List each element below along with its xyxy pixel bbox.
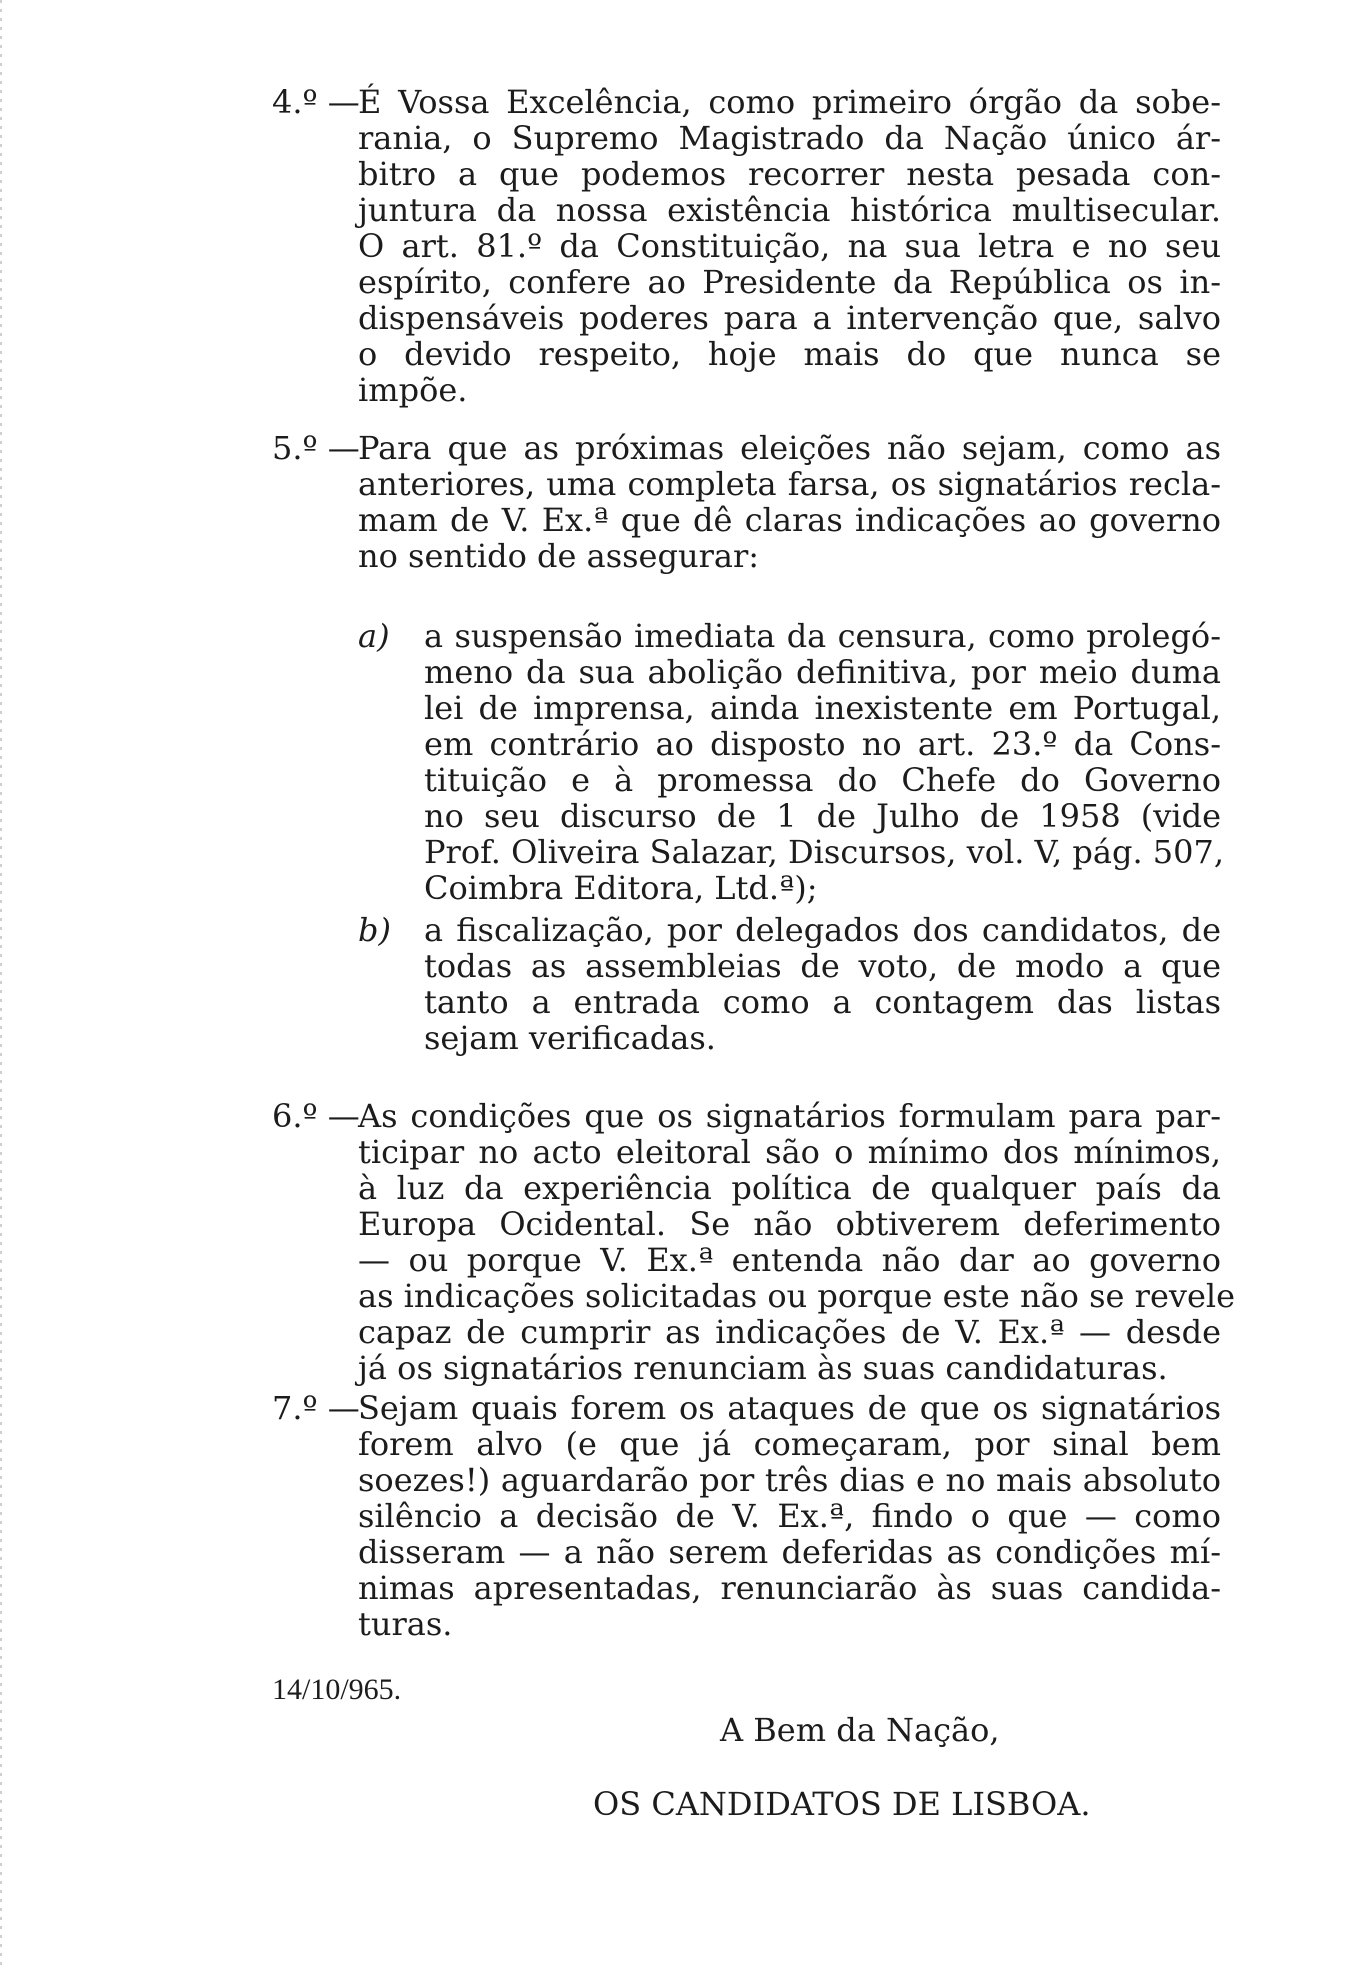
text-line: espírito, confere ao Presidente da República os in- bbox=[358, 263, 1221, 301]
text-line: — ou porque V. Ex.ª entenda não dar ao governo bbox=[358, 1241, 1221, 1279]
text-line: Sejam quais forem os ataques de que os signatários bbox=[358, 1389, 1221, 1427]
text-line: disseram — a não serem deferidas as condições mí- bbox=[358, 1533, 1221, 1571]
text-line: a suspensão imediata da censura, como prolegó- bbox=[424, 617, 1221, 655]
text-line: rania, o Supremo Magistrado da Nação único ár- bbox=[358, 119, 1221, 157]
paragraph-number: 6.º — bbox=[272, 1097, 360, 1135]
text-line: já os signatários renunciam às suas candidaturas. bbox=[358, 1349, 1168, 1387]
text-line: capaz de cumprir as indicações de V. Ex.ª — desde bbox=[358, 1313, 1221, 1351]
text-line: É Vossa Excelência, como primeiro órgão da sobe- bbox=[358, 83, 1221, 121]
text-line: a fiscalização, por delegados dos candidatos, de bbox=[424, 911, 1221, 949]
text-line: impõe. bbox=[358, 371, 468, 409]
text-line: anteriores, uma completa farsa, os signatários recla- bbox=[358, 465, 1221, 503]
text-line: Prof. Oliveira Salazar, Discursos, vol. V, pág. 507, bbox=[424, 833, 1225, 871]
text-line: Europa Ocidental. Se não obtiverem deferimento bbox=[358, 1205, 1221, 1243]
text-line: tanto a entrada como a contagem das listas bbox=[424, 983, 1221, 1021]
document-date: 14/10/965. bbox=[272, 1673, 402, 1706]
text-line: todas as assembleias de voto, de modo a que bbox=[424, 947, 1221, 985]
paragraph-number: 5.º — bbox=[272, 429, 360, 467]
closing-salutation: A Bem da Nação, bbox=[720, 1711, 1000, 1749]
subitem-label: a) bbox=[358, 617, 390, 655]
text-line: lei de imprensa, ainda inexistente em Portugal, bbox=[424, 689, 1221, 727]
text-line: no sentido de assegurar: bbox=[358, 537, 760, 575]
text-line: nimas apresentadas, renunciarão às suas candida- bbox=[358, 1569, 1221, 1607]
text-line: soezes!) aguardarão por três dias e no mais absoluto bbox=[358, 1461, 1221, 1499]
paragraph-number: 7.º — bbox=[272, 1389, 360, 1427]
text-line: dispensáveis poderes para a intervenção que, salvo bbox=[358, 299, 1221, 337]
subitem-label: b) bbox=[358, 911, 391, 949]
text-line: em contrário ao disposto no art. 23.º da Cons- bbox=[424, 725, 1221, 763]
signature: OS CANDIDATOS DE LISBOA. bbox=[593, 1785, 1091, 1823]
text-line: juntura da nossa existência histórica multisecular. bbox=[358, 191, 1221, 229]
text-line: As condições que os signatários formulam para par- bbox=[358, 1097, 1221, 1135]
text-line: silêncio a decisão de V. Ex.ª, findo o que — como bbox=[358, 1497, 1221, 1535]
paragraph-number: 4.º — bbox=[272, 83, 360, 121]
text-line: as indicações solicitadas ou porque este não se revele bbox=[358, 1277, 1236, 1315]
text-line: à luz da experiência política de qualquer país da bbox=[358, 1169, 1221, 1207]
scan-edge bbox=[0, 0, 2, 1968]
text-line: ticipar no acto eleitoral são o mínimo dos mínimos, bbox=[358, 1133, 1221, 1171]
text-line: bitro a que podemos recorrer nesta pesada con- bbox=[358, 155, 1221, 193]
text-line: meno da sua abolição definitiva, por meio duma bbox=[424, 653, 1221, 691]
text-line: Coimbra Editora, Ltd.ª); bbox=[424, 869, 818, 907]
text-line: forem alvo (e que já começaram, por sinal bem bbox=[358, 1425, 1221, 1463]
text-line: sejam verificadas. bbox=[424, 1019, 716, 1057]
text-line: O art. 81.º da Constituição, na sua letra e no seu bbox=[358, 227, 1221, 265]
text-line: tituição e à promessa do Chefe do Governo bbox=[424, 761, 1221, 799]
text-line: no seu discurso de 1 de Julho de 1958 (vide bbox=[424, 797, 1221, 835]
text-line: turas. bbox=[358, 1605, 453, 1643]
text-line: Para que as próximas eleições não sejam, como as bbox=[358, 429, 1221, 467]
text-line: o devido respeito, hoje mais do que nunca se bbox=[358, 335, 1221, 373]
text-line: mam de V. Ex.ª que dê claras indicações ao governo bbox=[358, 501, 1221, 539]
